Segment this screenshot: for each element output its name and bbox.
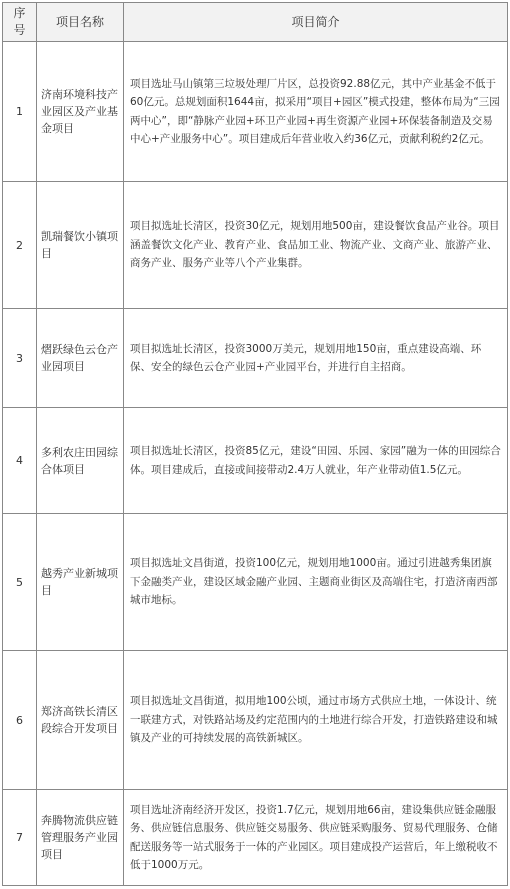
project-name: 多利农庄田园综合体项目 [37, 408, 124, 514]
project-description: 项目拟选址长清区，投资30亿元，规划用地500亩，建设餐饮食品产业谷。项目涵盖餐饮文化产业、教育产业、食品加工业、物流产业、文商产业、旅游产业、商务产业、服务产业等八个产业集群。 [124, 182, 508, 309]
row-number: 1 [3, 42, 37, 182]
project-name: 济南环境科技产业园区及产业基金项目 [37, 42, 124, 182]
header-name: 项目名称 [37, 3, 124, 42]
project-description: 项目拟选址文昌街道，投资100亿元，规划用地1000亩。通过引进越秀集团旗下金融类产业，建设区域金融产业园、主题商业街区及高端住宅，打造济南西部城市地标。 [124, 514, 508, 651]
table-row [3, 790, 508, 886]
project-name: 奔腾物流供应链管理服务产业园项目 [37, 790, 124, 886]
table-row [3, 309, 508, 408]
row-number: 4 [3, 408, 37, 514]
projects-table [2, 2, 508, 886]
project-name: 熠跃绿色云仓产业园项目 [37, 309, 124, 408]
table-row [3, 42, 508, 182]
row-number: 5 [3, 514, 37, 651]
project-name: 郑济高铁长清区段综合开发项目 [37, 651, 124, 790]
row-number: 3 [3, 309, 37, 408]
project-name: 凯瑞餐饮小镇项目 [37, 182, 124, 309]
row-number: 6 [3, 651, 37, 790]
row-number: 7 [3, 790, 37, 886]
project-description: 项目拟选址文昌街道，拟用地100公顷，通过市场方式供应土地，一体设计、统一联建方式，对铁路站场及约定范围内的土地进行综合开发，打造铁路建设和城镇及产业的可持续发展的高铁新城区。 [124, 651, 508, 790]
table-row [3, 408, 508, 514]
table-row [3, 514, 508, 651]
table-row [3, 182, 508, 309]
table-row [3, 651, 508, 790]
row-number: 2 [3, 182, 37, 309]
table-header-row [3, 3, 508, 42]
project-name: 越秀产业新城项目 [37, 514, 124, 651]
project-description: 项目选址济南经济开发区，投资1.7亿元，规划用地66亩，建设集供应链金融服务、供应链信息服务、供应链交易服务、供应链采购服务、贸易代理服务、仓储配送服务等一站式服务于一体的产业园区。项目建成投产运营后，年上缴税收不低于1000万元。 [124, 790, 508, 886]
project-description: 项目拟选址长清区，投资3000万美元，规划用地150亩，重点建设高端、环保、安全的绿色云仓产业园+产业园平台，并进行自主招商。 [124, 309, 508, 408]
header-num: 序号 [3, 3, 37, 42]
header-desc: 项目简介 [124, 3, 508, 42]
project-description: 项目拟选址长清区，投资85亿元，建设“田园、乐园、家园”融为一体的田园综合体。项目建成后，直接或间接带动2.4万人就业，年产业带动值1.5亿元。 [124, 408, 508, 514]
project-description: 项目选址马山镇第三垃圾处理厂片区，总投资92.88亿元，其中产业基金不低于60亿元。总规划面积1644亩，拟采用“项目+园区”模式投建，整体布局为“三园两中心”，即“静脉产业园+环卫产业园+再生资源产业园+环保装备制造及交易中心+产业服务中心”。项目建成后年营业收入约36亿元，贡献利税约2亿元。 [124, 42, 508, 182]
